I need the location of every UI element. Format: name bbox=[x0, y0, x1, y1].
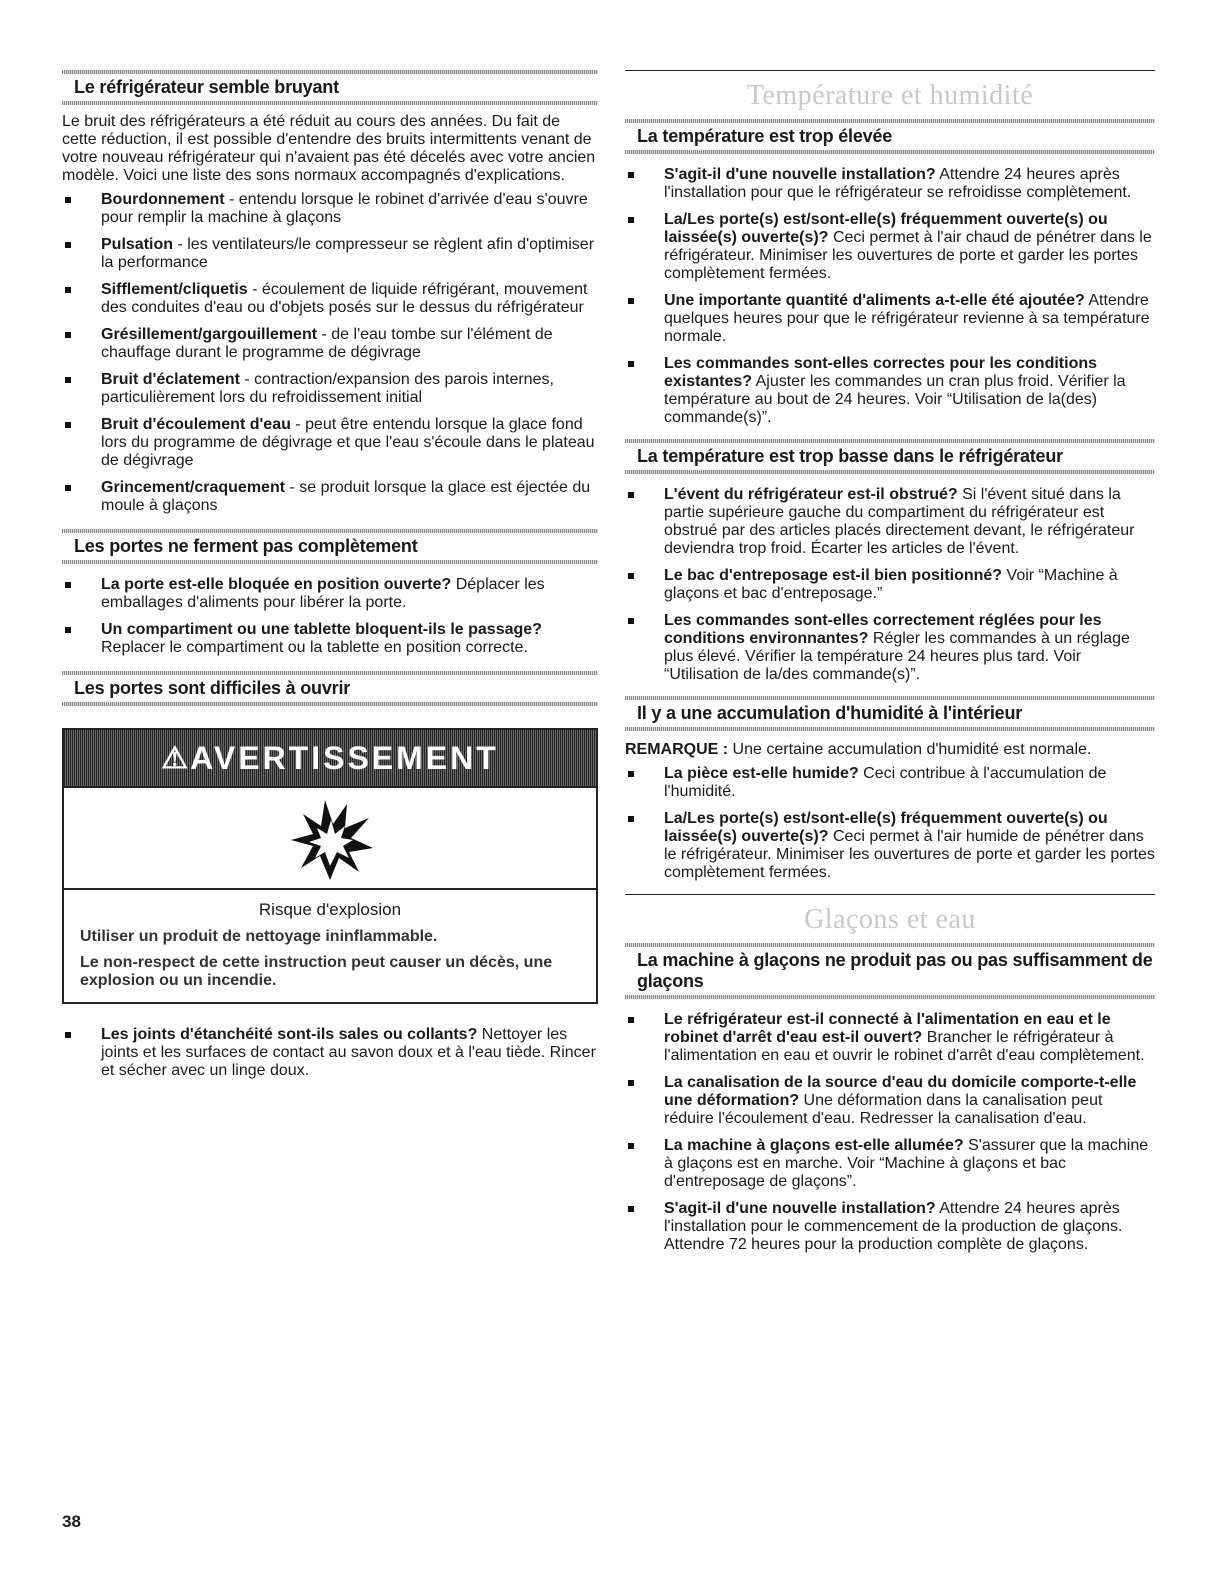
list-item: Pulsation - les ventilateurs/le compresseur se règlent afin d'optimiser la performance bbox=[62, 236, 598, 272]
page-number: 38 bbox=[62, 1512, 81, 1531]
list-item: Grincement/craquement - se produit lorsque la glace est éjectée du moule à glaçons bbox=[62, 479, 598, 515]
list-item: S'agit-il d'une nouvelle installation? Attendre 24 heures après l'installation pour que le réfrigérateur se refroidisse complètement. bbox=[625, 166, 1155, 202]
section-heading-too-warm: La température est trop élevée bbox=[637, 126, 893, 146]
left-column bbox=[62, 70, 598, 1089]
list-item: Une importante quantité d'aliments a-t-elle été ajoutée? Attendre quelques heures pour que le réfrigérateur revienne à sa température normale. bbox=[625, 292, 1155, 346]
section-rule bbox=[62, 702, 598, 706]
doors-close-list bbox=[62, 576, 598, 657]
humidity-note: REMARQUE : Une certaine accumulation d'humidité est normale. bbox=[625, 741, 1092, 758]
too-cold-list bbox=[625, 486, 1155, 684]
section-heading-humidity: Il y a une accumulation d'humidité à l'intérieur bbox=[637, 703, 1023, 723]
list-item: La porte est-elle bloquée en position ouverte? Déplacer les emballages d'aliments pour libérer la porte. bbox=[62, 576, 598, 612]
list-item: Bruit d'éclatement - contraction/expansion des parois internes, particulièrement lors du refroidissement initial bbox=[62, 371, 598, 407]
section-heading-doors-close: Les portes ne ferment pas complètement bbox=[74, 536, 418, 556]
list-item: Le réfrigérateur est-il connecté à l'alimentation en eau et le robinet d'arrêt d'eau est-il ouvert? Brancher le réfrigérateur à l'alimentation en eau et ouvrir le robinet d'arrêt d'eau complètement. bbox=[625, 1011, 1155, 1065]
list-item: L'évent du réfrigérateur est-il obstrué? Si l'évent situé dans la partie supérieure gauche du compartiment du réfrigérateur est obstrué par des articles placés directement devant, le réfrigérateur deviendra trop froid. Écarter les articles de l'évent. bbox=[625, 486, 1155, 558]
list-item: Sifflement/cliquetis - écoulement de liquide réfrigérant, mouvement des conduites d'eau ou d'objets posés sur le dessus du réfrigérateur bbox=[62, 281, 598, 317]
explosion-icon bbox=[64, 786, 596, 890]
section-rule bbox=[625, 995, 1155, 999]
list-item: Les commandes sont-elles correctes pour les conditions existantes? Ajuster les commandes un cran plus froid. Vérifier la température au bout de 24 heures. Voir “Utilisation de la(des) commande(s)”. bbox=[625, 355, 1155, 427]
major-heading-temperature bbox=[625, 70, 1155, 119]
noise-intro: Le bruit des réfrigérateurs a été réduit au cours des années. Du fait de cette réduction, il est possible d'entendre des bruits intermittents venant de votre nouveau réfrigérateur qui n'avaient pas été décelés avec votre ancien modèle. Voici une liste des sons normaux accompagnés d'explications. bbox=[62, 113, 596, 184]
too-warm-list bbox=[625, 166, 1155, 427]
list-item: La/Les porte(s) est/sont-elle(s) fréquemment ouverte(s) ou laissée(s) ouverte(s)? Ceci permet à l'air chaud de pénétrer dans le réfrigérateur. Minimiser les ouvertures de porte et garder les portes complètement fermées. bbox=[625, 211, 1155, 283]
warning-instruction: Utiliser un produit de nettoyage ininflammable. bbox=[80, 928, 438, 945]
list-item: La/Les porte(s) est/sont-elle(s) fréquemment ouverte(s) ou laissée(s) ouverte(s)? Ceci permet à l'air humide de pénétrer dans le réfrigérateur. Minimiser les ouvertures de porte et garder les portes complètement fermées. bbox=[625, 810, 1155, 882]
ice-maker-list bbox=[625, 1011, 1155, 1254]
section-heading-ice-maker: La machine à glaçons ne produit pas ou pas suffisamment de glaçons bbox=[637, 950, 1153, 991]
list-item: Grésillement/gargouillement - de l'eau tombe sur l'élément de chauffage durant le programme de dégivrage bbox=[62, 326, 598, 362]
warning-banner bbox=[64, 730, 596, 786]
section-rule bbox=[62, 560, 598, 564]
list-item: Un compartiment ou une tablette bloquent-ils le passage? Replacer le compartiment ou la tablette en position correcte. bbox=[62, 621, 598, 657]
section-rule bbox=[625, 470, 1155, 474]
list-item: La pièce est-elle humide? Ceci contribue à l'accumulation de l'humidité. bbox=[625, 765, 1155, 801]
section-rule bbox=[62, 101, 598, 105]
noise-list bbox=[62, 191, 598, 515]
warning-label: AVERTISSEMENT bbox=[190, 739, 499, 776]
list-item: Bourdonnement - entendu lorsque le robinet d'arrivée d'eau s'ouvre pour remplir la machine à glaçons bbox=[62, 191, 598, 227]
list-item: La machine à glaçons est-elle allumée? S'assurer que la machine à glaçons est en marche. Voir “Machine à glaçons et bac d'entreposage de glaçons”. bbox=[625, 1137, 1155, 1191]
list-item: Le bac d'entreposage est-il bien positionné? Voir “Machine à glaçons et bac d'entreposage.” bbox=[625, 567, 1155, 603]
humidity-list bbox=[625, 765, 1155, 882]
warning-hazard: Risque d'explosion bbox=[258, 900, 402, 919]
section-rule bbox=[625, 150, 1155, 154]
warning-triangle-icon: ⚠ bbox=[161, 741, 189, 775]
major-heading-ice bbox=[625, 894, 1155, 943]
list-item: Les commandes sont-elles correctement réglées pour les conditions environnantes? Régler les commandes à un réglage plus élevé. Vérifier la température 24 heures plus tard. Voir “Utilisation de la/des commande(s)”. bbox=[625, 612, 1155, 684]
list-item: Les joints d'étanchéité sont-ils sales ou collants? Nettoyer les joints et les surfaces de contact au savon doux et à l'eau tiède. Rincer et sécher avec un linge doux. bbox=[62, 1026, 598, 1080]
warning-consequence: Le non-respect de cette instruction peut causer un décès, une explosion ou un incendie. bbox=[80, 954, 553, 989]
warning-box bbox=[62, 728, 598, 1004]
doors-open-list bbox=[62, 1026, 598, 1080]
section-heading-too-cold: La température est trop basse dans le réfrigérateur bbox=[637, 446, 1063, 466]
right-column bbox=[625, 70, 1155, 1263]
major-title: Température et humidité bbox=[746, 80, 1034, 111]
list-item: Bruit d'écoulement d'eau - peut être entendu lorsque la glace fond lors du programme de dégivrage et que l'eau s'écoule dans le plateau de dégivrage bbox=[62, 416, 598, 470]
section-rule bbox=[625, 727, 1155, 731]
list-item: S'agit-il d'une nouvelle installation? Attendre 24 heures après l'installation pour le commencement de la production de glaçons. Attendre 72 heures pour la production complète de glaçons. bbox=[625, 1200, 1155, 1254]
major-title: Glaçons et eau bbox=[804, 904, 976, 935]
section-heading-doors-open: Les portes sont difficiles à ouvrir bbox=[74, 678, 351, 698]
list-item: La canalisation de la source d'eau du domicile comporte-t-elle une déformation? Une déformation dans la canalisation peut réduire l'écoulement d'eau. Redresser la canalisation d'eau. bbox=[625, 1074, 1155, 1128]
section-heading-noise: Le réfrigérateur semble bruyant bbox=[74, 77, 339, 97]
